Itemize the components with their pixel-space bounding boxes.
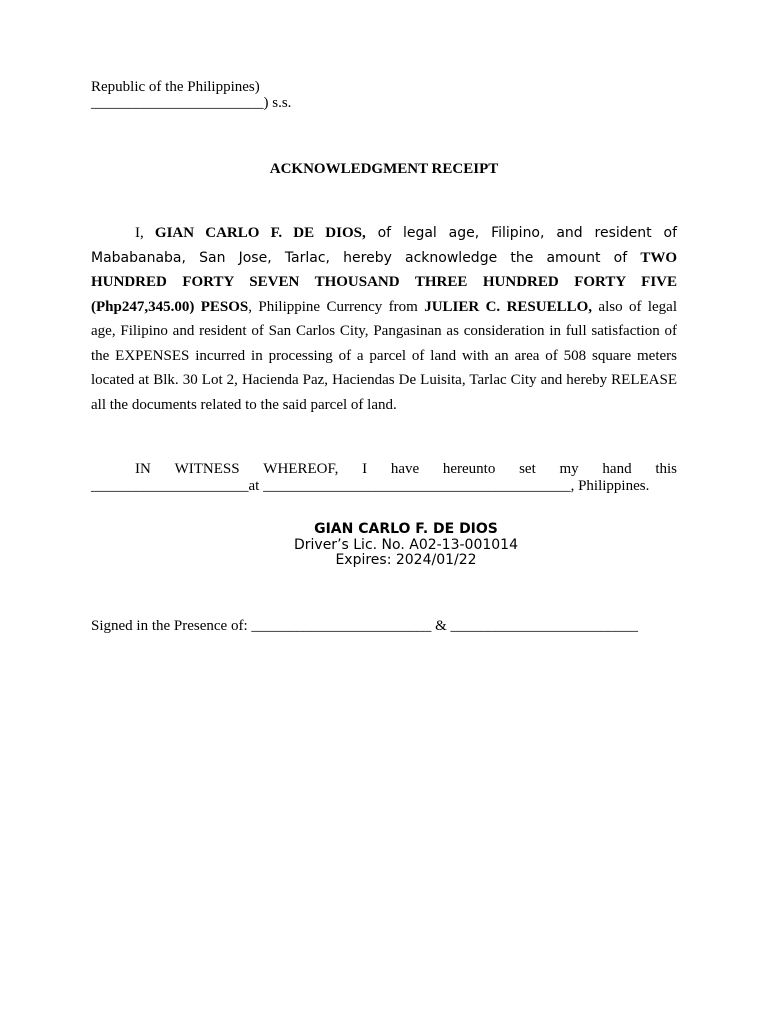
venue-block: [91, 79, 677, 111]
drivers-license: Driver’s Lic. No. A02-13-001014: [293, 536, 518, 553]
body-paragraph: [91, 221, 677, 417]
witness-word: my: [559, 461, 579, 477]
license-expiry: Expires: 2024/01/22: [335, 552, 477, 568]
body-text-4: also of legal age, Filipino and resident of San Carlos City, Pangasinan as consideration in full satisfaction of the EXPENSES incurred in processing of a parcel of land with an area of 508 square meters located at Blk. 30 Lot 2, Hacienda Paz, Haciendas De Luisita, Tarlac City and hereby RELEASE all the documents related to the said parcel of land.: [91, 298, 678, 413]
body-text-3: , Philippine Currency from: [248, 298, 425, 315]
venue-line-2: _______________________) s.s.: [91, 95, 292, 111]
witness-word: hereunto: [442, 461, 496, 477]
witness-line-2: _____________________at _________________________________________, Philippines.: [91, 478, 650, 494]
witness-word: set: [519, 461, 536, 477]
witness-word: hand: [602, 461, 632, 477]
venue-line-1: Republic of the Philippines): [91, 79, 260, 95]
signatory-name: GIAN CARLO F. DE DIOS: [314, 521, 498, 537]
witness-word: have: [390, 461, 420, 477]
witness-clause: [91, 461, 677, 495]
body-text-1: I,: [135, 225, 155, 241]
payer-name: JULIER C. RESUELLO,: [424, 298, 593, 315]
witness-line-1: [91, 461, 677, 478]
document-title: ACKNOWLEDGMENT RECEIPT: [269, 161, 499, 177]
presence-line: Signed in the Presence of: ________________________ & _________________________: [91, 618, 639, 634]
witness-word: WITNESS: [174, 461, 240, 477]
amount-text: TWO HUNDRED FORTY SEVEN THOUSAND THREE HUNDRED FORTY FIVE (Php247,345.00) PESOS: [91, 249, 677, 315]
witness-word: I: [362, 461, 368, 477]
signature-block: [91, 522, 721, 569]
body-text-2: of legal age, Filipino, and resident of Mababanaba, San Jose, Tarlac, hereby acknowledge the amount of: [91, 225, 677, 266]
acknowledger-name: GIAN CARLO F. DE DIOS,: [154, 225, 366, 241]
witness-word: WHEREOF,: [263, 461, 339, 477]
witness-word: IN: [135, 461, 151, 477]
witness-word: this: [655, 461, 677, 477]
